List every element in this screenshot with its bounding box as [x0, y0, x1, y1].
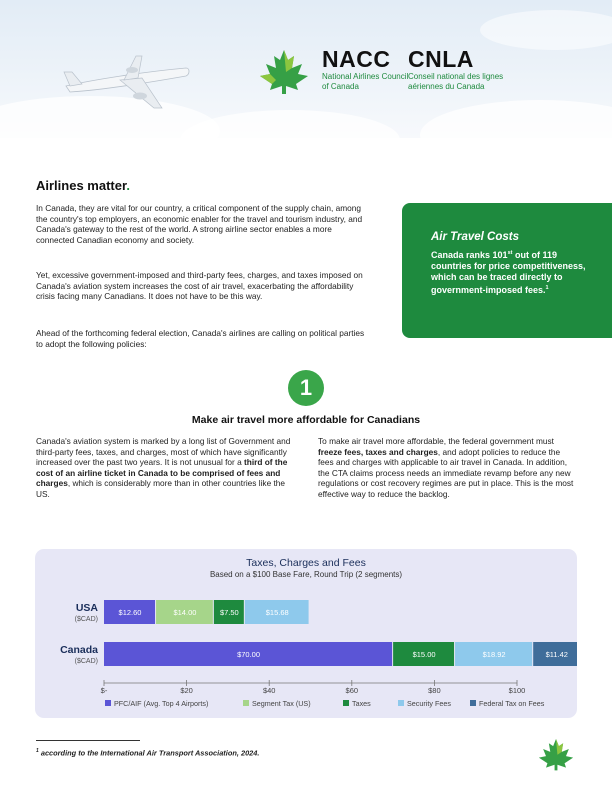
x-tick-label: $40 [262, 685, 276, 695]
cloud [420, 100, 612, 138]
footnote-mark: 1 [36, 748, 39, 754]
legend-swatch [243, 700, 249, 706]
body-text: To make air travel more affordable, the federal government must [318, 436, 554, 446]
page-title [36, 178, 130, 193]
section-number-badge: 1 [288, 370, 324, 406]
category-label: USA [75, 602, 98, 614]
legend-label: Segment Tax (US) [252, 699, 311, 708]
section-right-column [318, 436, 578, 500]
logo-french-name: Conseil national des lignes aériennes du Canada [408, 72, 504, 91]
x-tick-label: $100 [508, 685, 526, 695]
body-text: , and adopt policies to reduce the fees and charges with applicable to air travel in Canada. In addition, the CTA claims process needs an immediate revamp before any new regulations or cost recovery regimes are put in place. This is the most effective way to reduce the backlog. [318, 446, 574, 499]
x-tick-label: $20 [180, 685, 193, 695]
logo-english-name: National Airlines Council of Canada [322, 72, 409, 91]
footnote-divider [36, 740, 140, 741]
bar-value-label: $14.00 [173, 608, 197, 617]
x-tick-label: $60 [345, 685, 359, 695]
fees-chart [35, 549, 577, 718]
body-text: , which is considerably more than in other countries like the US. [36, 478, 286, 499]
x-tick-label: $- [100, 685, 108, 695]
hero-banner [0, 0, 612, 138]
category-unit: ($CAD) [74, 616, 98, 623]
bar-value-label: $12.60 [118, 608, 142, 617]
page-title-dot: . [126, 178, 130, 193]
footnote-ref: 1 [545, 285, 549, 291]
legend-swatch [398, 700, 404, 706]
legend-swatch [105, 700, 111, 706]
callout-rank-suffix: st [507, 250, 513, 256]
bar-value-label: $18.92 [482, 650, 506, 659]
page-title-text: Airlines matter [36, 178, 127, 193]
intro-paragraph: In Canada, they are vital for our country, a critical component of the supply chain, among the country's top employers, an economic enabler for the travel and tourism industry, and Canada's gateway to the rest of the world. A strong airline sector enables a more connected Canadian economy and society. [36, 203, 363, 245]
legend-swatch [470, 700, 476, 706]
bar-value-label: $7.50 [219, 608, 239, 617]
footnote-text: according to the International Air Transport Association, 2024. [38, 748, 260, 758]
legend-swatch [343, 700, 349, 706]
section-left-column [36, 436, 298, 500]
section-title: Make air travel more affordable for Canadians [191, 414, 421, 426]
callout-text: out of 119 countries for price competitiveness, which can be traced directly to government-imposed fees. [431, 250, 586, 295]
maple-leaf-logo-icon [256, 46, 312, 96]
legend-label: Federal Tax on Fees [479, 699, 545, 708]
body-text: Canada's aviation system is marked by a long list of Government and third-party fees, taxes, and charges, most of which have significantly increased over the past two years. It is not unusual for a [36, 436, 291, 468]
legend-label: Taxes [352, 699, 371, 708]
footnote [36, 748, 259, 757]
bar-value-label: $70.00 [237, 650, 261, 659]
logo-cnla: CNLA [408, 46, 474, 72]
bar-value-label: $15.68 [265, 608, 289, 617]
category-label: Canada [60, 644, 98, 656]
bar-value-label: $11.42 [545, 650, 568, 659]
bar-value-label: $15.00 [412, 650, 436, 659]
intro-paragraph: Ahead of the forthcoming federal election, Canada's airlines are calling on political parties to adopt the following policies: [36, 328, 365, 349]
cloud [480, 10, 612, 50]
chart-subtitle: Based on a $100 Base Fare, Round Trip (2 segments) [209, 570, 403, 579]
chart-plot [35, 549, 577, 718]
callout-body [431, 248, 594, 296]
chart-title: Taxes, Charges and Fees [246, 557, 366, 569]
nacc-cnla-logo [256, 46, 566, 98]
x-tick-label: $80 [428, 685, 441, 695]
category-unit: ($CAD) [74, 658, 98, 665]
legend-label: PFC/AIF (Avg. Top 4 Airports) [114, 699, 209, 708]
intro-paragraph: Yet, excessive government-imposed and third-party fees, charges, and taxes imposed on Canada's aviation system increases the cost of air travel, exacerbating the affordability crisis facing many Canadians. It does not have to be this way. [36, 270, 363, 302]
airplane-icon [62, 50, 192, 120]
callout-text: Canada ranks [431, 250, 493, 260]
air-travel-costs-callout [402, 203, 612, 338]
body-bold-text: freeze fees, taxes and charges [318, 446, 438, 457]
body-bold-text: third of the cost of an airline ticket in Canada to be comprised of fees and charges [36, 457, 288, 489]
callout-title: Air Travel Costs [431, 231, 519, 243]
callout-rank: 101 [492, 250, 508, 260]
logo-nacc: NACC [322, 46, 391, 72]
cloud [180, 110, 400, 138]
maple-leaf-icon [536, 734, 576, 774]
legend-label: Security Fees [407, 699, 451, 708]
